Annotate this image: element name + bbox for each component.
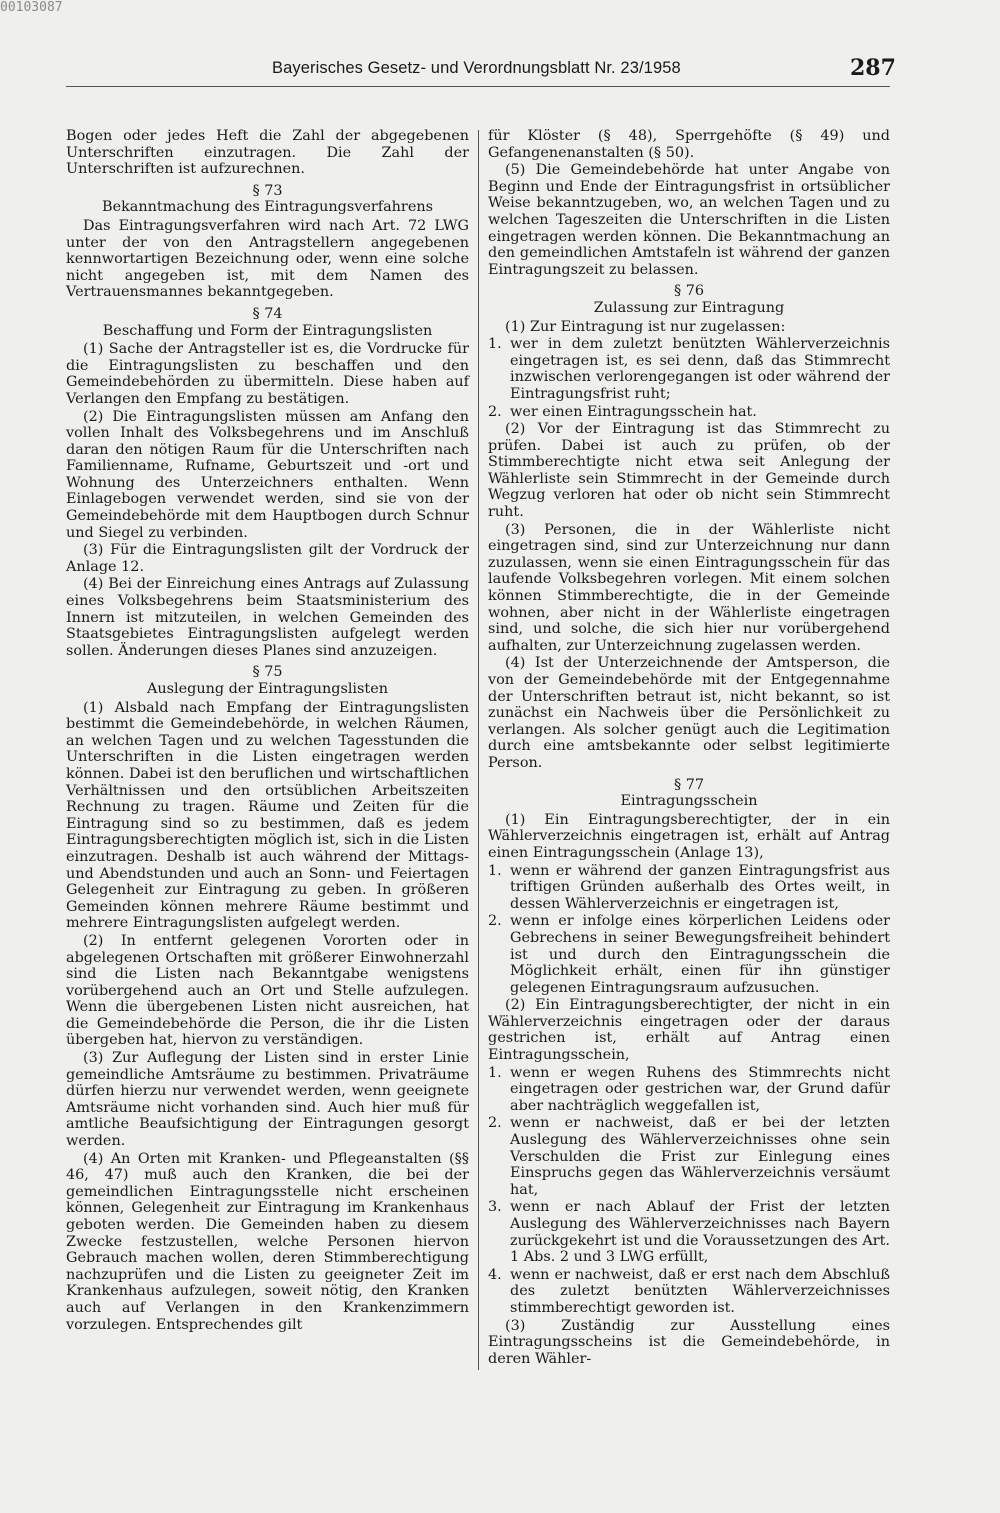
continuation-text: für Klöster (§ 48), Sperrgehöfte (§ 49) und Gefangenenanstalten (§ 50). <box>488 128 890 161</box>
list-text: wenn er wegen Ruhens des Stimmrechts nicht eingetragen oder gestrichen war, der Grund dafür aber nachträglich weggefallen ist, <box>510 1064 890 1114</box>
paragraph: (1) Alsbald nach Empfang der Eintragungslisten bestimmt die Gemeindebehörde, in welchen Räumen, an welchen Tagen und zu welchen Tagesstunden die Unterschriften in die Listen eingetragen werden können. Dabei ist den beruflichen und wirtschaftlichen Verhältnissen und den ortsüblichen Arbeitszeiten Rechnung zu tragen. Räume und Zeiten für die Eintragung sind so zu bestimmen, daß es jedem Eintragungsberechtigten möglich ist, sich in die Listen einzutragen. Deshalb ist auch während der Mittags- und Abendstunden und auch an Sonn- und Feiertagen Gelegenheit zur Eintragung zu geben. In größeren Gemeinden können mehrere Räume bestimmt und mehrere Eintragungslisten aufgelegt werden. <box>66 699 469 932</box>
list-text: wer in dem zuletzt benützten Wählerverzeichnis eingetragen ist, es sei denn, daß das Stimmrecht inzwischen verlorengegangen ist oder während der Eintragungsfrist ruht; <box>510 336 890 402</box>
list-number: 2. <box>488 1115 502 1132</box>
list-number: 2. <box>488 913 502 930</box>
list-text: wenn er nachweist, daß er bei der letzten Auslegung des Wählerverzeichnisses ohne sein Verschulden die Frist zur Einlegung eines Einspruchs gegen das Wählerverzeichnis versäumt hat, <box>510 1115 890 1198</box>
paragraph: (3) Zuständig zur Ausstellung eines Eintragungsscheins ist die Gemeindebehörde, in deren Wähler- <box>488 1317 890 1367</box>
paragraph: (2) In entfernt gelegenen Vororten oder in abgelegenen Ortschaften mit größerer Einwohnerzahl sind die Listen nach Bekanntgabe wenigstens vorübergehend auch an Ort und Stelle aufzulegen. Wenn die übergebenen Listen nicht ausreichen, hat die Gemeindebehörde die Person, die ihr die Listen übergeben hat, hiervon zu verständigen. <box>66 932 469 1049</box>
list-text: wenn er nachweist, daß er erst nach dem Abschluß des zuletzt benützten Wählerverzeichnisses stimmberechtigt geworden ist. <box>510 1266 890 1316</box>
section-number: § 75 <box>252 664 283 681</box>
section-title: Auslegung der Eintragungslisten <box>146 681 388 697</box>
list-text: wenn er infolge eines körperlichen Leidens oder Gebrechens in seiner Bewegungsfreiheit behindert ist und durch den Eintragungsschein die Möglichkeit erhält, einen für ihn günstiger gelegenen Eintragungsraum aufzusuchen. <box>510 913 890 996</box>
section-number: § 73 <box>252 182 283 199</box>
paragraph: Das Eintragungsverfahren wird nach Art. 72 LWG unter der von den Antragstellern angegebenen kennwortartigen Bezeichnung oder, wenn eine solche nicht angegeben ist, mit dem Namen des Vertrauensmannes bekanntgegeben. <box>66 217 469 301</box>
paragraph: (1) Ein Eintragungsberechtigter, der in ein Wählerverzeichnis eingetragen ist, erhält auf Antrag einen Eintragungsschein (Anlage 13), <box>488 811 890 861</box>
header-rule <box>66 86 890 87</box>
page-number: 287 <box>850 55 896 81</box>
paragraph: (2) Ein Eintragungsberechtigter, der nicht in ein Wählerverzeichnis eingetragen oder der daraus gestrichen ist, erhält auf Antrag einen Eintragungsschein, <box>488 997 890 1064</box>
paragraph: (4) An Orten mit Kranken- und Pflegeanstalten (§§ 46, 47) muß auch den Kranken, die bei der gemeindlichen Eintragungsstelle nicht erscheinen können, Gelegenheit zur Eintragung im Krankenhaus geboten werden. Die Gemeinden haben zu diesem Zwecke festzustellen, welche Personen hiervon Gebrauch machen wollen, deren Stimmberechtigung nachzuprüfen und die Listen zu geeigneter Zeit im Krankenhaus aufzulegen, soweit nötig, den Kranken auch auf Verlangen in den Krankenzimmern vorzulegen. Entsprechendes gilt <box>66 1150 469 1333</box>
paragraph: (3) Zur Auflegung der Listen sind in erster Linie gemeindliche Amtsräume zu bestimmen. Privaträume dürfen hierzu nur verwendet werden, wenn geeignete Amtsräume nicht vorhanden sind. Auch hier muß für amtliche Beaufsichtigung der Eintragungen gesorgt werden. <box>66 1050 469 1150</box>
paragraph: (1) Sache der Antragsteller ist es, die Vordrucke für die Eintragungslisten zu beschaffen und den Gemeindebehörden zu übermitteln. Diese haben auf Verlangen den Empfang zu bestätigen. <box>66 341 469 407</box>
paragraph: (3) Für die Eintragungslisten gilt der Vordruck der Anlage 12. <box>66 542 469 575</box>
paragraph: (1) Zur Eintragung ist nur zugelassen: <box>505 318 786 335</box>
column-divider <box>478 130 479 1370</box>
list-number: 2. <box>488 403 502 420</box>
list-item <box>488 1065 890 1115</box>
list-item <box>488 336 890 402</box>
list-number: 1. <box>488 862 502 879</box>
archive-stamp: 00103087 <box>0 0 63 15</box>
section-title: Beschaffung und Form der Eintragungslisten <box>102 322 433 339</box>
paragraph: (3) Personen, die in der Wählerliste nicht eingetragen sind, sind zur Unterzeichnung nur dann zuzulassen, wenn sie einen Eintragungsschein für das laufende Volksbegehren vorlegen. Mit einem solchen können Stimmberechtigte, die in der Gemeinde wohnen, aber nicht in der Wählerliste eingetragen sind, und solche, die sich hier nur vorübergehend aufhalten, zur Unterzeichnung zugelassen werden. <box>488 521 890 654</box>
section-number: § 74 <box>252 305 283 322</box>
paragraph: (2) Vor der Eintragung ist das Stimmrecht zu prüfen. Dabei ist auch zu prüfen, ob der Stimmberechtigte nicht etwa seit Anlegung der Wählerliste sein Stimmrecht in der Gemeinde durch Wegzug verloren hat oder ob nicht sein Stimmrecht ruht. <box>488 421 890 521</box>
paragraph: (4) Bei der Einreichung eines Antrags auf Zulassung eines Volksbegehrens beim Staatsministerium des Innern ist mitzuteilen, in welchen Gemeinden des Staatsgebietes Eintragungslisten aufgelegt werden sollen. Änderungen dieses Planes sind anzuzeigen. <box>66 576 469 659</box>
list-number: 4. <box>488 1266 502 1283</box>
list-text: wenn er während der ganzen Eintragungsfrist aus triftigen Gründen außerhalb des Ortes weilt, in dessen Wählerverzeichnis er eingetragen ist, <box>510 862 890 912</box>
list-number: 3. <box>488 1199 502 1216</box>
list-number: 1. <box>488 1064 502 1081</box>
section-title: Eintragungsschein <box>620 793 758 810</box>
list-text: wer einen Eintragungsschein hat. <box>510 403 757 420</box>
paragraph: (2) Die Eintragungslisten müssen am Anfang den vollen Inhalt des Volksbegehrens und im Anschluß daran den nötigen Raum für die Unterschriften nach Familienname, Rufname, Geburtszeit und -ort und Wohnung des Unterzeichners enthalten. Wenn Einlagebogen verwendet werden, sind sie von der Gemeindebehörde mit dem Hauptbogen durch Schnur und Siegel zu verbinden. <box>66 408 469 541</box>
list-number: 1. <box>488 336 502 353</box>
list-item <box>488 404 890 421</box>
left-column <box>66 128 469 1334</box>
paragraph: (4) Ist der Unterzeichnende der Amtsperson, die von der Gemeindebehörde mit der Entgegennahme der Unterschriften betraut ist, nicht bekannt, so ist zunächst ein Nachweis über die Persönlichkeit zu verlangen. Als solcher genügt auch die Legitimation durch eine amtsbekannte oder selbst legitimierte Person. <box>488 655 890 771</box>
paragraph: (5) Die Gemeindebehörde hat unter Angabe von Beginn und Ende der Eintragungsfrist in ortsüblicher Weise bekanntzugeben, wo, an welchen Tagen und zu welchen Tageszeiten die Unterschriften in die Listen eingetragen werden können. Die Bekanntmachung an den gemeindlichen Amtstafeln ist während der ganzen Eintragungszeit zu belassen. <box>488 162 890 278</box>
list-item <box>488 1115 890 1198</box>
list-item <box>488 863 890 913</box>
list-item <box>488 1199 890 1265</box>
list-item <box>488 1267 890 1317</box>
right-column <box>488 128 890 1368</box>
running-title: Bayerisches Gesetz- und Verordnungsblatt Nr. 23/1958 <box>272 59 681 77</box>
section-title: Zulassung zur Eintragung <box>593 299 785 316</box>
section-number: § 76 <box>673 283 705 300</box>
list-text: wenn er nach Ablauf der Frist der letzten Auslegung des Wählerverzeichnisses nach Bayern zurückgekehrt ist und die Voraussetzungen des Art. 1 Abs. 2 und 3 LWG erfüllt, <box>510 1199 890 1266</box>
section-number: § 77 <box>673 776 705 793</box>
list-item <box>488 913 890 996</box>
continuation-text: Bogen oder jedes Heft die Zahl der abgegebenen Unterschriften einzutragen. Die Zahl der Unterschriften ist aufzurechnen. <box>66 128 469 178</box>
section-title: Bekanntmachung des Eintragungsverfahrens <box>102 199 433 216</box>
